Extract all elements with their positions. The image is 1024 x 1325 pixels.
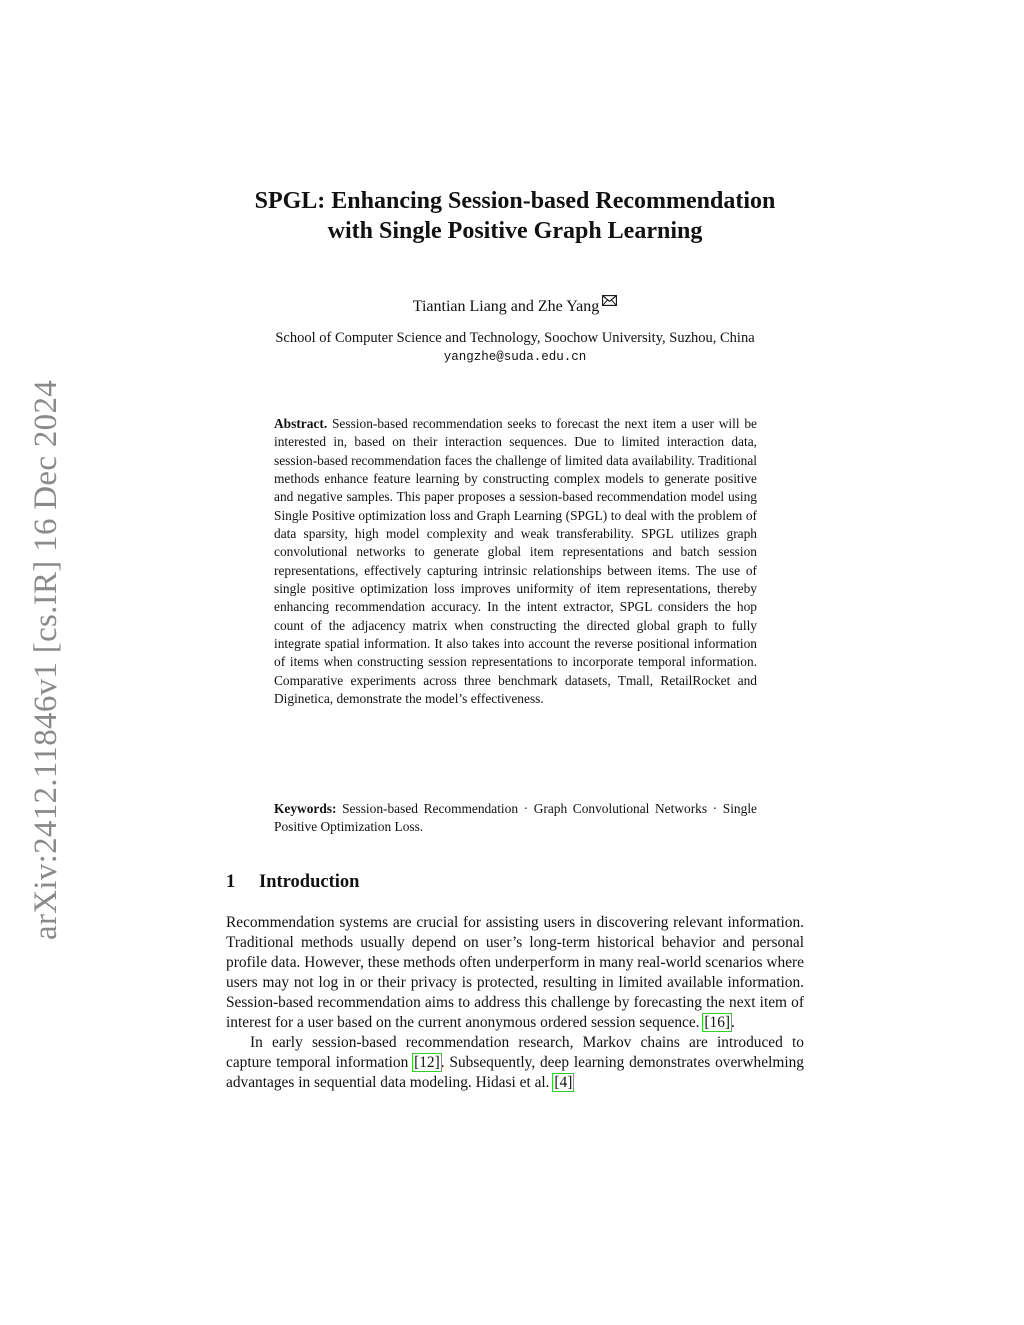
paragraph <box>226 1033 804 1093</box>
title-line-2: with Single Positive Graph Learning <box>327 218 703 244</box>
keywords-text: Session-based Recommendation · Graph Convolutional Networks · Single Positive Optimization Loss. <box>274 801 757 835</box>
paragraph-text: . <box>731 1014 735 1031</box>
section-title: Introduction <box>259 872 360 892</box>
citation-link[interactable]: [16] <box>704 1014 731 1031</box>
section-number: 1 <box>226 872 236 892</box>
contact-email: yangzhe@suda.edu.cn <box>443 350 587 364</box>
keywords-label: Keywords: <box>274 801 337 816</box>
abstract-label: Abstract. <box>274 416 328 431</box>
paragraph <box>226 913 804 1033</box>
keywords-block <box>274 800 757 837</box>
arxiv-identifier: arXiv:2412.11846v1 [cs.IR] 16 Dec 2024 <box>28 379 64 940</box>
abstract-text: Session-based recommendation seeks to forecast the next item a user will be interested in, based on their interaction sequences. Due to limited interaction data, session-based recommendation faces the challenge of limited data availability. Traditional methods enhance feature learning by constructing complex models to generate positive and negative samples. This paper proposes a session-based recommendation model using Single Positive optimization loss and Graph Learning (SPGL) to deal with the problem of data sparsity, high model complexity and weak transferability. SPGL utilizes graph convolutional networks to generate global item representations and batch session representations, effectively capturing intrinsic relationships between items. The use of single positive optimization loss improves uniformity of item representations, thereby enhancing recommendation accuracy. In the intent extractor, SPGL considers the hop count of the adjacency matrix when constructing the directed global graph to fully integrate spatial information. It also takes into account the reverse positional information of items when constructing session representations to incorporate temporal information. Comparative experiments across three benchmark datasets, Tmall, RetailRocket and Diginetica, demonstrate the model’s effectiveness. <box>274 416 757 707</box>
author-names: Tiantian Liang and Zhe Yang <box>412 298 600 315</box>
section-heading-introduction <box>226 870 359 894</box>
paragraph-text: Recommendation systems are crucial for assisting users in discovering relevant information. Traditional methods usually depend on user’s long-term historical behavior and personal profile data. However, these methods often underperform in many real-world scenarios where users may not log in or their privacy is protected, resulting in limited available information. Session-based recommendation aims to address this challenge by forecasting the next item of interest for a user based on the current anonymous ordered session sequence. <box>226 914 804 1031</box>
paragraph-text: . Subsequently, deep learning demonstrates overwhelming advantages in sequential data modeling. Hidasi et al. <box>226 1054 804 1091</box>
abstract-block <box>274 415 757 709</box>
citation-link[interactable]: [4] <box>554 1074 573 1091</box>
citation-link[interactable]: [12] <box>414 1054 440 1071</box>
paragraph-text: In early session-based recommendation research, Markov chains are introduced to capture temporal information <box>226 1034 804 1071</box>
title-line-1: SPGL: Enhancing Session-based Recommendation <box>254 188 776 214</box>
author-list <box>226 292 804 317</box>
author-affiliation: School of Computer Science and Technology, Soochow University, Suzhou, China <box>275 330 755 346</box>
introduction-body <box>226 913 804 1093</box>
envelope-icon <box>602 292 617 312</box>
paper-title <box>226 186 804 246</box>
